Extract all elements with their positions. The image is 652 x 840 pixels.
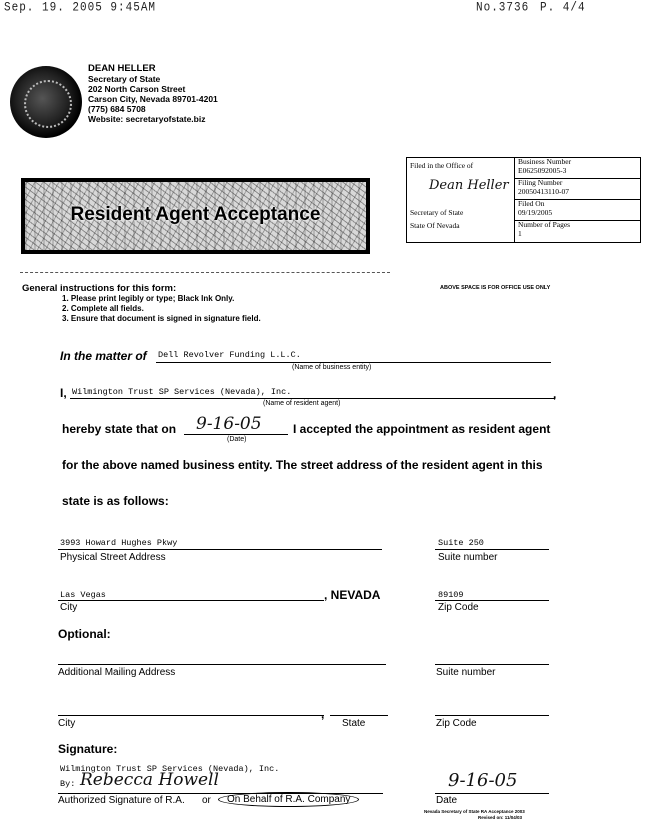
agent-caption: (Name of resident agent): [263, 400, 341, 407]
secretary-name: DEAN HELLER: [88, 63, 156, 74]
statement-line2: for the above named business entity. The street address of the resident agent in this: [62, 458, 543, 472]
mailing-address-label: Additional Mailing Address: [58, 667, 176, 678]
street-address-field[interactable]: 3993 Howard Hughes Pkwy: [60, 538, 178, 548]
instructions-list: [62, 294, 261, 324]
fax-timestamp: Sep. 19. 2005 9:45AM: [4, 1, 157, 15]
business-entity-field[interactable]: Dell Revolver Funding L.L.C.: [158, 350, 301, 360]
on-behalf-option[interactable]: On Behalf of R.A. Company: [218, 792, 359, 807]
street-address-label: Physical Street Address: [60, 552, 166, 563]
entity-caption: (Name of business entity): [292, 364, 372, 371]
office-website: Website: secretaryofstate.biz: [88, 114, 206, 124]
office-use-separator: [20, 272, 390, 273]
suite-number-label: Suite number: [438, 552, 498, 563]
fax-page: P. 4/4: [540, 1, 586, 15]
instruction-item: 1. Please print legibly or type; Black Ink Only.: [62, 294, 235, 303]
optional-zip-field[interactable]: [435, 715, 549, 716]
suite-number-field[interactable]: Suite 250: [438, 538, 484, 548]
secretary-signature: Dean Heller: [429, 178, 509, 193]
zip-code-label: Zip Code: [438, 602, 479, 613]
statement-part2: I accepted the appointment as resident agent: [293, 422, 551, 436]
city-field[interactable]: Las Vegas: [60, 590, 106, 600]
optional-zip-label: Zip Code: [436, 718, 477, 729]
city-label: City: [60, 602, 78, 613]
matter-label: In the matter of: [60, 349, 147, 363]
form-title-box: [21, 178, 370, 254]
footer-form-id: Nevada Secretary of State RA Acceptance 2003: [424, 809, 525, 814]
form-title: Resident Agent Acceptance: [70, 204, 321, 225]
office-city: Carson City, Nevada 89701-4201: [88, 94, 218, 104]
business-number-cell: Business Number E0625092005-3: [515, 158, 640, 179]
filing-number-cell: Filing Number 20050413110-07: [515, 179, 640, 200]
authorized-signature-field[interactable]: Rebecca Howell: [80, 770, 219, 790]
authorized-signature-label: Authorized Signature of R.A.: [58, 795, 185, 806]
signature-by: By:: [60, 779, 76, 789]
instructions-heading: General instructions for this form:: [22, 283, 177, 294]
optional-suite-field[interactable]: [435, 664, 549, 665]
mailing-address-field[interactable]: [58, 664, 386, 665]
office-phone: (775) 684 5708: [88, 104, 146, 114]
resident-agent-field[interactable]: Wilmington Trust SP Services (Nevada), Inc.: [72, 387, 292, 397]
optional-suite-label: Suite number: [436, 667, 496, 678]
signature-company: Wilmington Trust SP Services (Nevada), Inc.: [60, 764, 280, 774]
signature-date-label: Date: [436, 795, 458, 806]
statement-line3: state is as follows:: [62, 494, 169, 508]
statement-part1: hereby state that on: [62, 422, 177, 436]
state-nevada: , NEVADA: [324, 588, 381, 602]
zip-code-field[interactable]: 89109: [438, 590, 464, 600]
instruction-item: 3. Ensure that document is signed in signature field.: [62, 314, 261, 323]
instruction-item: 2. Complete all fields.: [62, 304, 144, 313]
filed-on-cell: Filed On 09/19/2005: [515, 200, 640, 221]
footer-revised: Revised on: 11/04/03: [478, 815, 523, 820]
fax-number: No.3736: [476, 1, 530, 15]
filing-office-cell: Filed in the Office of Dean Heller Secretary of State State Of Nevada: [407, 158, 515, 242]
optional-state-field[interactable]: [330, 715, 388, 716]
filing-stamp-box: [406, 157, 641, 243]
office-street: 202 North Carson Street: [88, 84, 186, 94]
optional-state-label: State: [342, 718, 366, 729]
signature-date-field[interactable]: 9-16-05: [448, 770, 518, 791]
acceptance-date-field[interactable]: 9-16-05: [196, 414, 262, 434]
office-header: [88, 64, 218, 124]
optional-heading: Optional:: [58, 627, 111, 641]
office-use-note: ABOVE SPACE IS FOR OFFICE USE ONLY: [440, 285, 551, 291]
optional-city-field[interactable]: [58, 715, 324, 716]
nevada-state-seal: [10, 66, 82, 138]
date-caption: (Date): [227, 436, 247, 443]
number-of-pages-cell: Number of Pages 1: [518, 220, 571, 238]
secretary-title: Secretary of State: [88, 74, 161, 84]
optional-city-label: City: [58, 718, 76, 729]
agent-prefix: I,: [60, 386, 67, 400]
signature-heading: Signature:: [58, 742, 118, 756]
